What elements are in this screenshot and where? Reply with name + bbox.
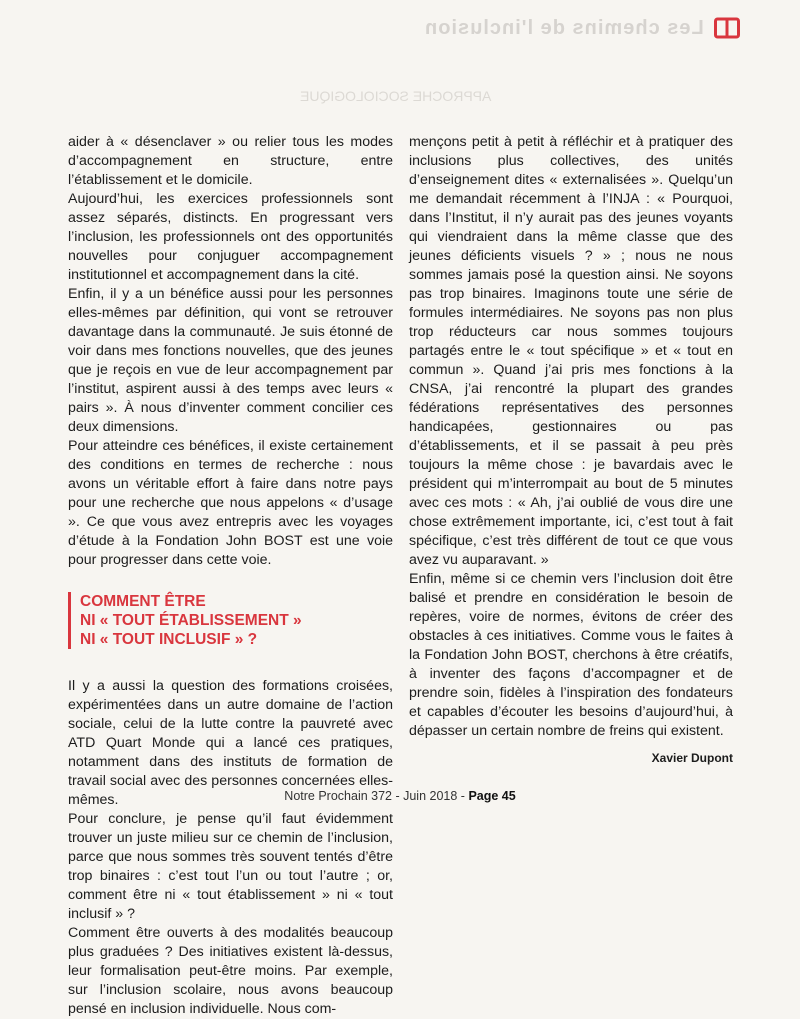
section-heading [68, 592, 393, 649]
author-signature: Xavier Dupont [651, 751, 733, 765]
heading-line: COMMENT ÊTRE [80, 593, 206, 610]
left-column [68, 133, 393, 1019]
paragraph: Enfin, il y a un bénéfice aussi pour les personnes elles-mêmes par définition, qui vont se retrouver davantage dans la communauté. Je suis étonné de voir dans mes fonctions nouvelles, que des jeunes que je reçois en vue de leur accompagnement par l’institut, aspirent aussi à des temps avec leurs « pairs ». À nous d’inventer comment concilier ces deux dimensions. [68, 286, 393, 435]
bleed-through-text: APPROCHE SOCIOLOGIQUE [300, 88, 492, 104]
paragraph: Il y a aussi la question des formations croisées, expérimentées dans un autre domaine de l’action sociale, celui de la lutte contre la pauvreté avec ATD Quart Monde qui a lancé ces pratiques, notamment dans des instituts de formation de travail social avec des personnes concernées elles-mêmes. [68, 678, 393, 808]
heading-line: NI « TOUT INCLUSIF » ? [80, 631, 258, 648]
header-title: Les chemins de l'inclusion [424, 16, 704, 39]
paragraph: mençons petit à petit à réfléchir et à pratiquer des inclusions plus collectives, des unités d’enseignement dites « externalisées ». Quelqu’un me demandait récemment à l’INJA : « Pourquoi, dans l’Institut, il n’y aurait pas des jeunes voyants qui viendraient dans la même classe que des jeunes déficients visuels ? » ; nous ne nous sommes jamais posé la question ainsi. Ne soyons pas trop binaires. Imaginons toute une série de formules intermédiaires. Ne soyons pas non plus trop réducteurs car nous sommes toujours partagés entre le « tout spécifique » et « tout en commun ». Quand j’ai pris mes fonctions à la CNSA, j’ai rencontré la plupart des grandes fédérations représentatives des personnes handicapées, gestionnaires ou pas d’établissements, et il se passait à peu près toujours la même chose : je bavardais avec le président qui m’interrompait au bout de 5 minutes avec ces mots : « Ah, j’ai oublié de vous dire une chose extrêmement importante, ici, c’est tout à fait spécifique, c’est très différent de tout ce que vous avez vu auparavant. » [409, 134, 733, 568]
paragraph: aider à « désenclaver » ou relier tous les modes d’accompagnement en structure, entre l’établissement et le domicile. [68, 134, 393, 188]
page-number: Page 45 [468, 789, 516, 803]
paragraph: Pour atteindre ces bénéfices, il existe certainement des conditions en termes de recherche : nous avons un véritable effort à faire dans notre pays pour une recherche que nous appelons « d’usage ». Ce que vous avez entrepris avec les voyages d’étude à la Fondation John BOST est une voie pour progresser dans cette voie. [68, 438, 393, 568]
paragraph: Enfin, même si ce chemin vers l’inclusion doit être balisé et prendre en considération le besoin de repères, voire de normes, évitons de créer des obstacles à ces initiatives. Comme vous le faites à la Fondation John BOST, cherchons à être créatifs, à inventer des façons d’accompagner et de prendre soin, fidèles à l’inspiration des fondateurs et capables d’écouter les besoins d’aujourd’hui, à dépasser un certain nombre de freins qui existent. [409, 571, 733, 739]
paragraph: Comment être ouverts à des modalités beaucoup plus graduées ? Des initiatives existent là-dessus, leur formalisation peut-être moins. Par exemple, sur l’inclusion scolaire, nous avons beaucoup pensé en inclusion individuelle. Nous com- [68, 925, 393, 1017]
page-footer [0, 789, 800, 803]
running-header [424, 8, 740, 48]
book-icon [714, 17, 740, 39]
paragraph: Pour conclure, je pense qu’il faut évidemment trouver un juste milieu sur ce chemin de l’inclusion, parce que nous sommes très souvent tentés d’être trop binaires : c’est tout l’un ou tout l’autre ; or, comment être ni « tout établissement » ni « tout inclusif » ? [68, 811, 393, 922]
right-column [409, 133, 733, 768]
paragraph: Aujourd’hui, les exercices professionnels sont assez séparés, distincts. En progressant vers l’inclusion, les professionnels ont des opportunités nouvelles pour conjuguer accompagnement institutionnel et accompagnement dans la cité. [68, 191, 393, 283]
footer-publication: Notre Prochain 372 - Juin 2018 - [284, 789, 469, 803]
heading-line: NI « TOUT ÉTABLISSEMENT » [80, 612, 302, 629]
